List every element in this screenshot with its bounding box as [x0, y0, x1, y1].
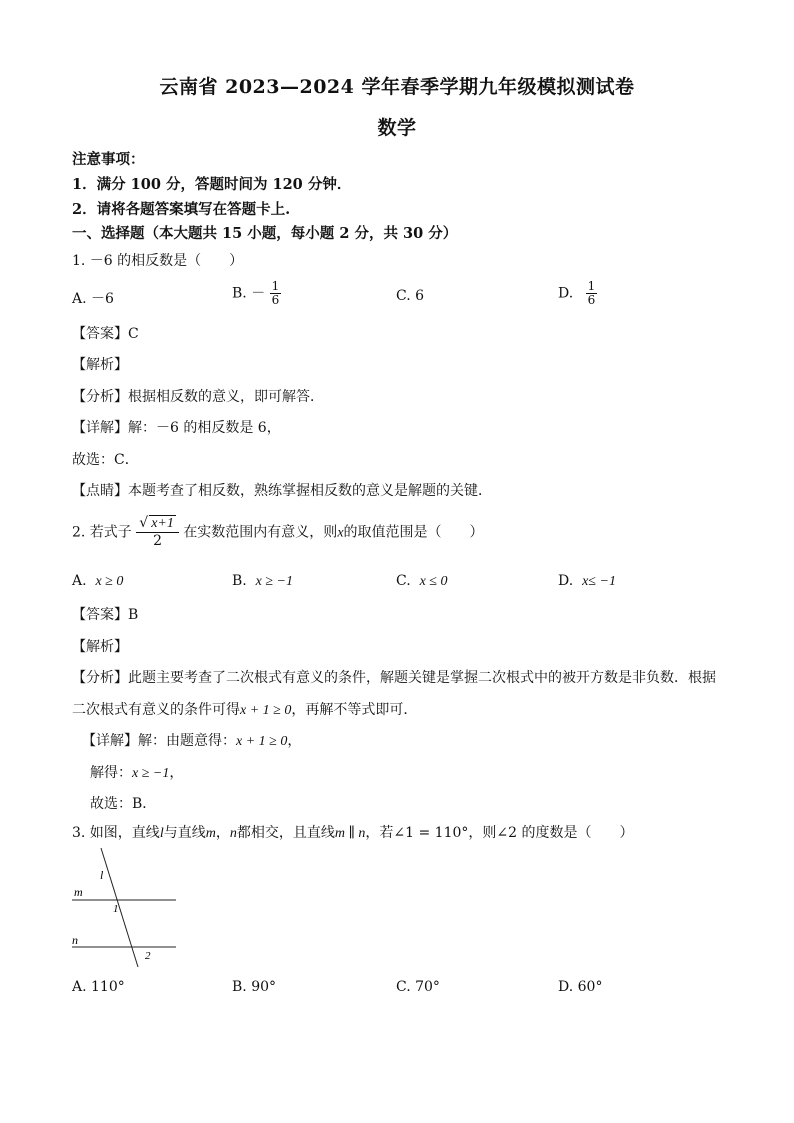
label-l: l — [100, 868, 104, 882]
q2-detail: 【详解】解：由题意得：x + 1 ≥ 0， — [82, 733, 302, 749]
q1-option-d — [558, 280, 597, 307]
q3-option-d: D. 60° — [558, 979, 603, 995]
q2-option-b: B. x ≥ −1 — [232, 573, 294, 589]
label-m: m — [74, 885, 83, 899]
q1-option-b-fraction: $\frac{1}{6}$ — [271, 279, 280, 307]
q2-choose: 故选：B． — [90, 796, 157, 812]
q1-answer-value: C — [128, 326, 139, 342]
q1-answer: 【答案】C — [72, 326, 139, 342]
q1-option-a: A. －6 — [72, 291, 114, 307]
q1-comment: 【点睛】本题考查了相反数，熟练掌握相反数的意义是解题的关键． — [72, 483, 492, 499]
subject-title: 数学 — [377, 117, 417, 139]
q3-figure — [66, 845, 186, 970]
label-1: 1 — [113, 903, 119, 915]
q2-solve: 解得：x ≥ −1， — [90, 765, 184, 781]
q2-answer: 【答案】B — [72, 607, 139, 623]
notice-item-1: 1．满分 100 分，答题时间为 120 分钟． — [72, 176, 352, 193]
label-2: 2 — [145, 950, 151, 962]
q3-option-c: C. 70° — [396, 979, 440, 995]
q2-answer-value: B — [128, 607, 139, 623]
q3-stem: 3. 如图，直线l与直线m，n都相交，且直线m ∥ n，若∠1 = 110°，则∠2 的度数是（ ） — [72, 825, 634, 841]
q2-option-c: C. x ≤ 0 — [396, 573, 448, 589]
q2-radical-fraction: $\frac{√ x+1}{2}$ — [136, 515, 179, 550]
q1-stem: 1. －6 的相反数是（ ） — [72, 253, 244, 269]
notice-item-2: 2．请将各题答案填写在答题卡上. — [72, 201, 291, 218]
q2-fenxi-line1: 【分析】此题主要考查了二次根式有意义的条件，解题关键是掌握二次根式中的被开方数是非负数．根据 — [72, 670, 716, 686]
q3-option-b: B. 90° — [232, 979, 277, 995]
q1-fenxi: 【分析】根据相反数的意义，即可解答． — [72, 389, 324, 405]
q2-option-d: D. x≤ −1 — [558, 573, 616, 589]
q2-stem: 2. 若式子 $\frac{√ x+1}{2}$ 在实数范围内有意义，则x的取值范围是（ ） — [72, 515, 484, 549]
section-heading: 一、选择题（本大题共 15 小题，每小题 2 分，共 30 分） — [72, 225, 458, 242]
q3-option-a: A. 110° — [72, 979, 125, 995]
q1-option-b-prefix: B. － — [232, 285, 266, 302]
q1-choose: 故选：C． — [72, 452, 139, 468]
q2-analysis-label: 【解析】 — [72, 639, 128, 655]
q2-option-a: A. x ≥ 0 — [72, 573, 124, 589]
q1-option-c: C. 6 — [396, 288, 425, 304]
q2-fenxi-line2: 二次根式有意义的条件可得x + 1 ≥ 0，再解不等式即可． — [72, 702, 418, 718]
q1-detail: 【详解】解：－6 的相反数是 6， — [72, 420, 281, 436]
q1-analysis-label: 【解析】 — [72, 357, 128, 373]
line-l — [101, 848, 138, 967]
label-n: n — [72, 933, 78, 947]
q1-option-d-fraction: $\frac{1}{6}$ — [587, 279, 596, 307]
q1-option-b — [232, 280, 281, 307]
page-title: 云南省 2023—2024 学年春季学期九年级模拟测试卷 — [159, 76, 635, 98]
q1-option-d-prefix: D. — [558, 285, 574, 302]
notice-heading: 注意事项： — [72, 151, 145, 168]
